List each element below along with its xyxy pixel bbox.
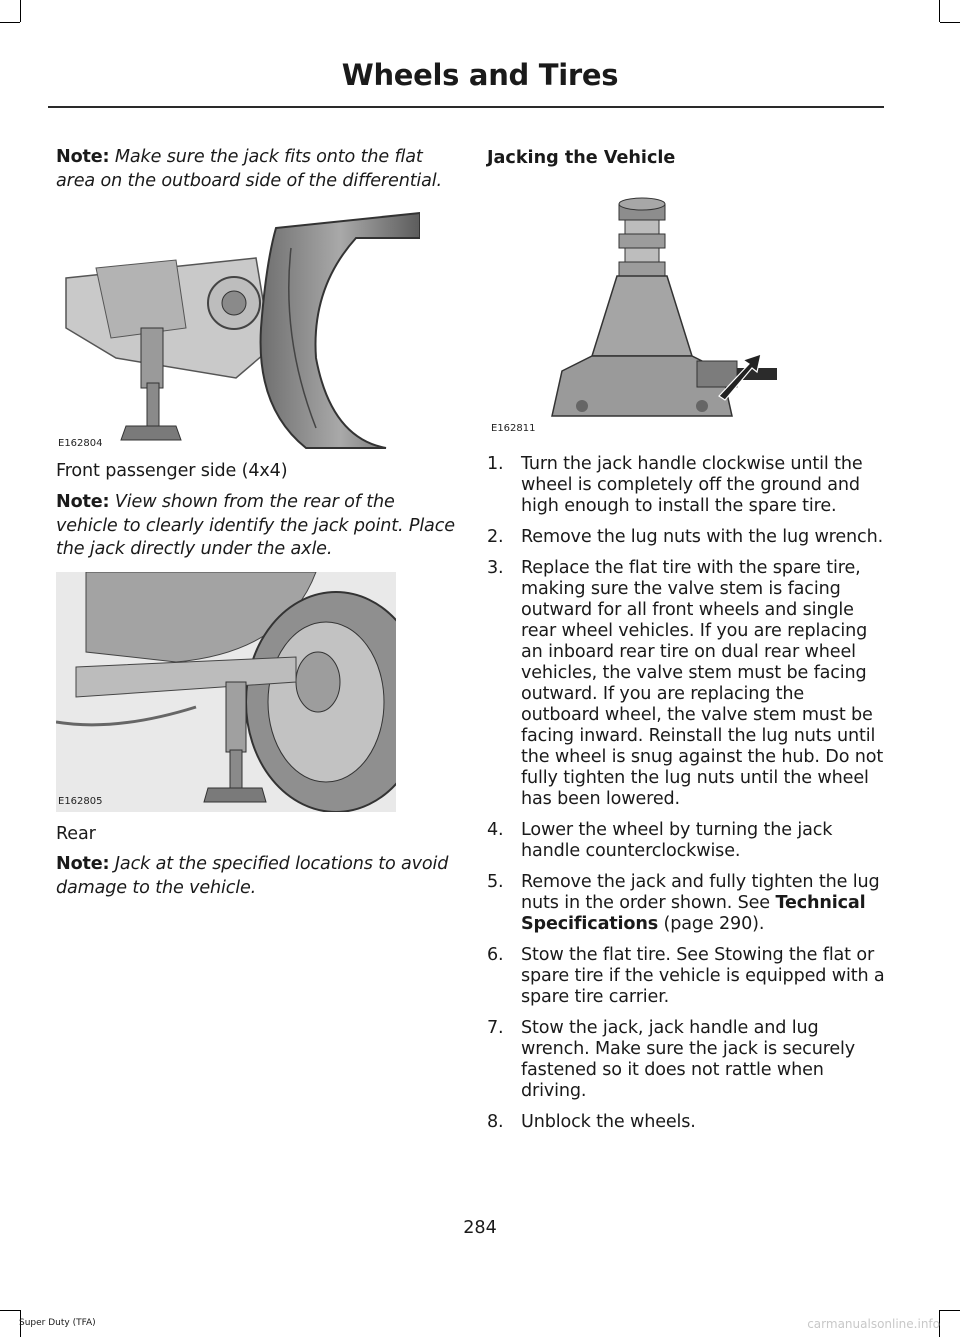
step-text: Unblock the wheels. — [521, 1112, 696, 1132]
step-text: Replace the flat tire with the spare tire, making sure the valve stem is facing outward for all front wheels and single rear wheel vehicles. If you are replacing an inboard rear tire on dual rear wheel vehicles, the valve stem must be facing outward. If you are replacing the outboard wheel, the valve stem must be facing inward. Reinstall the lug nuts until the wheel is snug against the hub. Do not fully tighten the lug nuts until the wheel has been lowered. — [521, 558, 884, 809]
watermark: carmanualsonline.info — [807, 1317, 940, 1331]
crop-mark — [939, 0, 940, 22]
crop-mark — [0, 1310, 20, 1311]
step-text: Remove the jack and fully tighten the lug nuts in the order shown. See — [521, 872, 880, 913]
figure-jack — [487, 196, 787, 440]
figure-caption: Rear — [56, 824, 96, 844]
technical-specifications-link[interactable]: Technical Specifications — [521, 893, 866, 934]
crop-mark — [940, 22, 960, 23]
step-item — [487, 454, 887, 517]
step-number: 2. — [487, 527, 504, 547]
step-text-after: (page 290). — [658, 914, 765, 934]
figure-front-passenger-jack — [56, 208, 420, 456]
note-label: Note: — [56, 147, 110, 167]
crop-mark — [20, 0, 21, 22]
step-text: Stow the flat tire. See Stowing the flat or spare tire if the vehicle is equipped with a spare tire carrier. — [521, 945, 885, 1007]
step-number: 8. — [487, 1112, 504, 1132]
figure-code: E162804 — [58, 438, 103, 449]
step-text: Lower the wheel by turning the jack handle counterclockwise. — [521, 820, 833, 861]
step-text: Turn the jack handle clockwise until the wheel is completely off the ground and high enough to install the spare tire. — [521, 454, 863, 516]
step-text: Remove the lug nuts with the lug wrench. — [521, 527, 884, 547]
book-title: Super Duty (TFA) — [19, 1318, 96, 1328]
figure-caption: Front passenger side (4x4) — [56, 461, 288, 481]
note-text: View shown from the rear of the vehicle to clearly identify the jack point. Place the jack directly under the axle. — [56, 492, 455, 559]
step-item — [487, 1112, 887, 1133]
header-rule — [48, 106, 884, 108]
page-title: Wheels and Tires — [341, 58, 619, 92]
step-number: 7. — [487, 1018, 504, 1038]
crop-mark — [940, 1310, 960, 1311]
step-number: 4. — [487, 820, 504, 840]
step-number: 3. — [487, 558, 504, 578]
step-number: 5. — [487, 872, 504, 892]
note-text: Make sure the jack fits onto the flat area on the outboard side of the differential. — [56, 147, 442, 191]
figure-code: E162805 — [58, 796, 103, 807]
note-label: Note: — [56, 854, 110, 874]
figure-code: E162811 — [491, 423, 536, 434]
step-item — [487, 527, 887, 548]
step-item — [487, 820, 887, 862]
step-item — [487, 872, 887, 935]
figure-rear-jack — [56, 572, 396, 812]
note-view-from-rear — [56, 491, 456, 562]
step-number: 6. — [487, 945, 504, 965]
jacking-steps-list — [487, 454, 887, 1143]
section-heading: Jacking the Vehicle — [487, 148, 676, 168]
step-item — [487, 1018, 887, 1102]
step-item — [487, 945, 887, 1008]
note-label: Note: — [56, 492, 110, 512]
step-number: 1. — [487, 454, 504, 474]
crop-mark — [0, 22, 20, 23]
step-text: Stow the jack, jack handle and lug wrench. Make sure the jack is securely fastened so it does not rattle when driving. — [521, 1018, 856, 1101]
page-number: 284 — [463, 1218, 497, 1238]
note-jack-locations — [56, 853, 456, 900]
note-text: Jack at the specified locations to avoid damage to the vehicle. — [56, 854, 449, 898]
note-flat-area — [56, 146, 456, 193]
step-item — [487, 558, 887, 810]
